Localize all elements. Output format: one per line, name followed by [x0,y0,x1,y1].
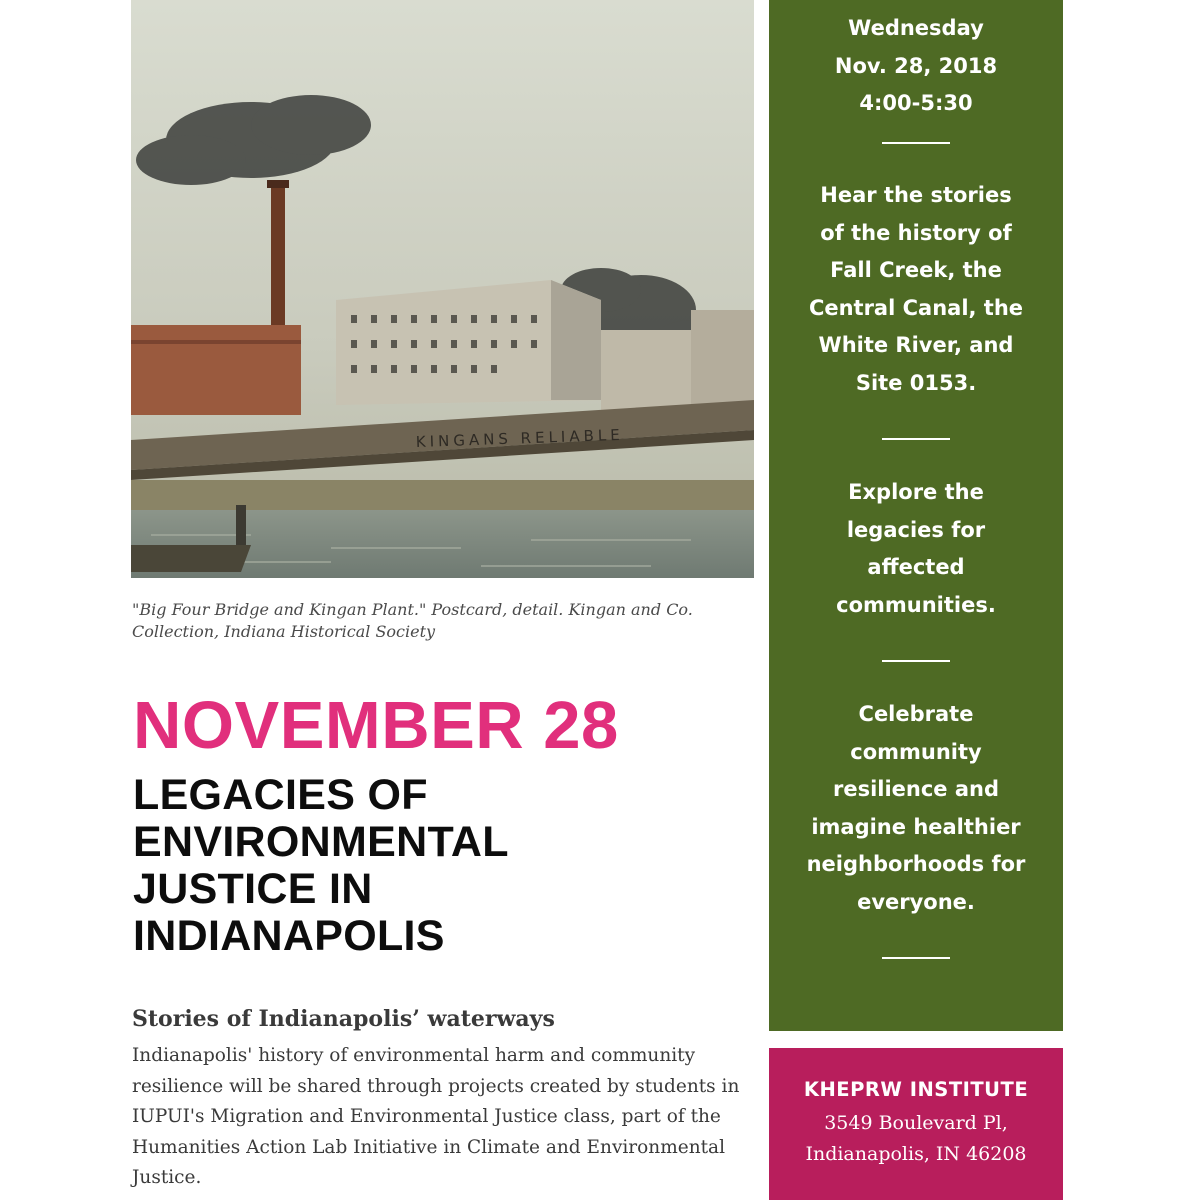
image-caption: "Big Four Bridge and Kingan Plant." Postcard, detail. Kingan and Co. Collection, Indiana Historical Society [132,600,693,641]
celebrate-line: Celebrate [858,702,974,726]
celebrate-line: imagine healthier [811,814,1021,839]
venue-address [769,1108,1063,1170]
venue-box [769,1048,1063,1200]
explore-line: legacies for [846,517,986,542]
body-line: Indianapolis' history of environmental harm and community [132,1045,696,1066]
explore-line: communities. [836,592,996,617]
factory-postcard-image [131,0,754,578]
hear-line: Site 0153. [855,370,977,395]
hear-line: Fall Creek, the [830,258,1002,282]
when-line: Wednesday [848,16,984,40]
event-when-block [769,10,1063,123]
body-line: IUPUI's Migration and Environmental Justice class, part of the [132,1106,721,1127]
explore-line: Explore the [848,480,984,504]
address-line: Indianapolis, IN 46208 [805,1143,1027,1165]
description-subheading: Stories of Indianapolis’ waterways [132,1006,555,1032]
divider [882,957,950,959]
celebrate-line: neighborhoods for [806,852,1026,876]
event-date-heading: NOVEMBER 28 [133,688,619,763]
event-title-line: LEGACIES OF [133,771,428,819]
divider [882,142,950,144]
address-line: 3549 Boulevard Pl, [824,1112,1008,1134]
venue-name: KHEPRW INSTITUTE [803,1078,1029,1101]
celebrate-line: everyone. [857,889,975,914]
divider [882,660,950,662]
celebrate-block [769,696,1063,921]
body-line: Justice. [132,1167,202,1188]
hear-line: Central Canal, the [808,295,1024,320]
event-title-line: ENVIRONMENTAL [133,818,509,866]
hear-line: Hear the stories [820,183,1012,207]
hear-line: White River, and [818,333,1014,357]
bridge-sign-text: KINGANS RELIABLE [415,425,624,451]
celebrate-line: community [850,739,982,764]
event-title [133,772,733,960]
hear-stories-block [769,177,1063,402]
divider [882,438,950,440]
explore-line: affected [867,555,965,579]
event-title-line: JUSTICE IN [133,865,373,913]
celebrate-line: resilience and [832,777,1000,801]
when-line: 4:00-5:30 [859,91,973,115]
when-line: Nov. 28, 2018 [834,53,998,78]
explore-block [769,474,1063,624]
body-line: resilience will be shared through projects created by students in [132,1075,740,1097]
event-details-sidebar [769,0,1063,1031]
hear-line: of the history of [820,220,1012,245]
postcard-illustration [131,0,754,578]
event-title-line: INDIANAPOLIS [133,912,445,960]
body-line: Humanities Action Lab Initiative in Climate and Environmental [132,1136,725,1158]
description-body [132,1041,740,1194]
